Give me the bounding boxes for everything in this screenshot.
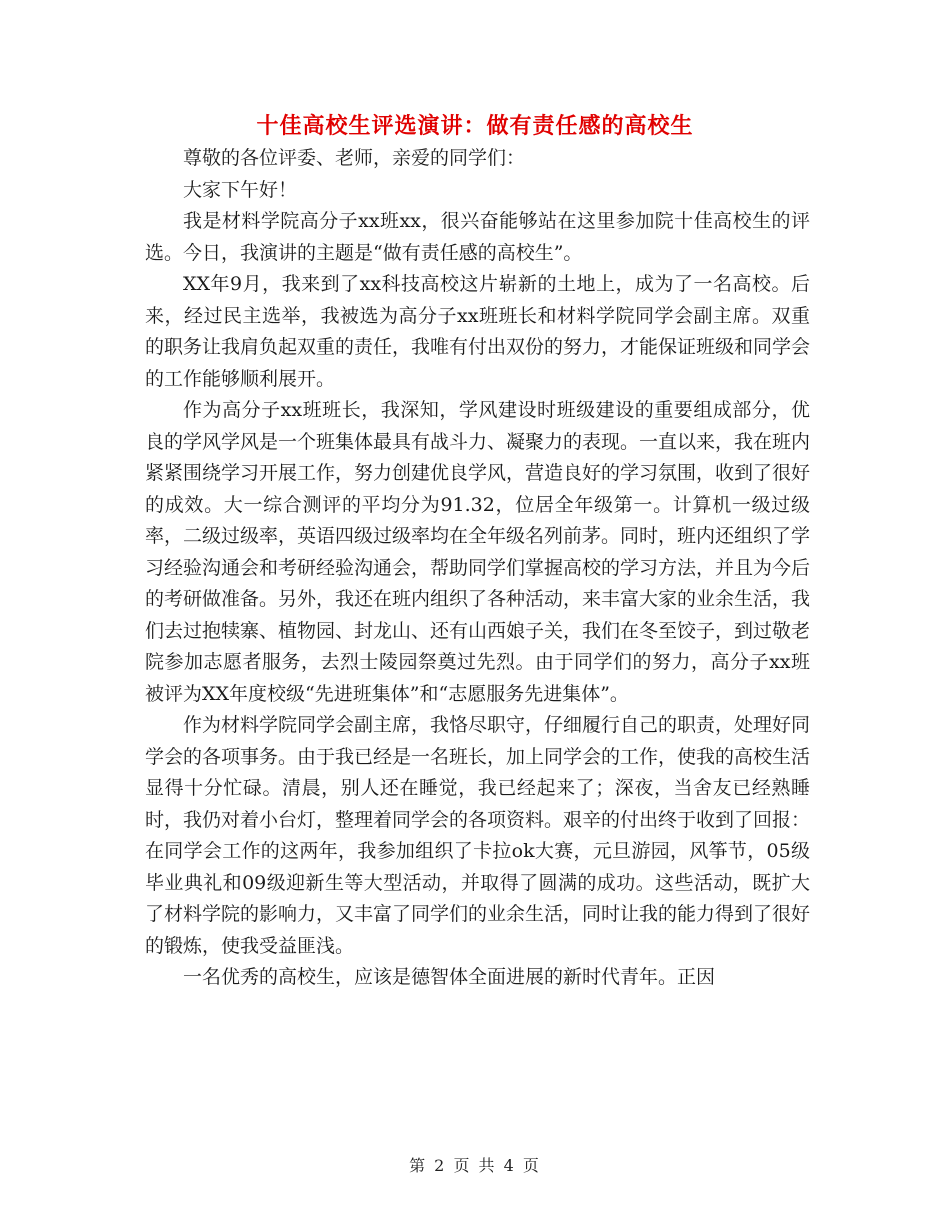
document-title: 十佳高校生评选演讲：做有责任感的高校生 <box>256 113 694 139</box>
greeting: 大家下午好！ <box>183 178 298 201</box>
document-body <box>145 143 810 994</box>
salutation: 尊敬的各位评委、老师，亲爱的同学们： <box>183 147 526 169</box>
paragraph: 我是材料学院高分子xx班xx，很兴奋能够站在这里参加院十佳高校生的评选。今日，我演讲的主题是“做有责任感的高校生”。 <box>145 210 810 264</box>
paragraph: 作为高分子xx班班长，我深知，学风建设时班级建设的重要组成部分，优良的学风学风是一个班集体最具有战斗力、凝聚力的表现。一直以来，我在班内紧紧围绕学习开展工作，努力创建优良学风，营造良好的学习氛围，收到了很好的成效。大一综合测评的平均分为91.32，位居全年级第一。计算机一级过级率，二级过级率，英语四级过级率均在全年级名列前茅。同时，班内还组织了学习经验沟通会和考研经验沟通会，帮助同学们掌握高校的学习方法，并且为今后的考研做准备。另外，我还在班内组织了各种活动，来丰富大家的业余生活，我们去过抱犊寨、植物园、封龙山、还有山西娘子关，我们在冬至饺子，到过敬老院参加志愿者服务，去烈士陵园祭奠过先烈。由于同学们的努力，高分子xx班被评为XX年度校级“先进班集体”和“志愿服务先进集体”。 <box>145 399 811 705</box>
paragraph: XX年9月，我来到了xx科技高校这片崭新的土地上，成为了一名高校。后来，经过民主选举，我被选为高分子xx班班长和材料学院同学会副主席。双重的职务让我肩负起双重的责任，我唯有付出双份的努力，才能保证班级和同学会的工作能够顺利展开。 <box>145 273 811 390</box>
page-footer: 第 2 页 共 4 页 <box>409 1156 541 1175</box>
paragraph: 一名优秀的高校生，应该是德智体全面进展的新时代青年。正因 <box>183 966 716 988</box>
paragraph: 作为材料学院同学会副主席，我恪尽职守，仔细履行自己的职责，处理好同学会的各项事务。由于我已经是一名班长，加上同学会的工作，使我的高校生活显得十分忙碌。清晨，别人还在睡觉，我已经起来了；深夜，当舍友已经熟睡时，我仍对着小台灯，整理着同学会的各项资料。艰辛的付出终于收到了回报：在同学会工作的这两年，我参加组织了卡拉ok大赛，元旦游园，风筝节，05级毕业典礼和09级迎新生等大型活动，并取得了圆满的成功。这些活动，既扩大了材料学院的影响力，又丰富了同学们的业余生活，同时让我的能力得到了很好的锻炼，使我受益匪浅。 <box>145 714 811 957</box>
